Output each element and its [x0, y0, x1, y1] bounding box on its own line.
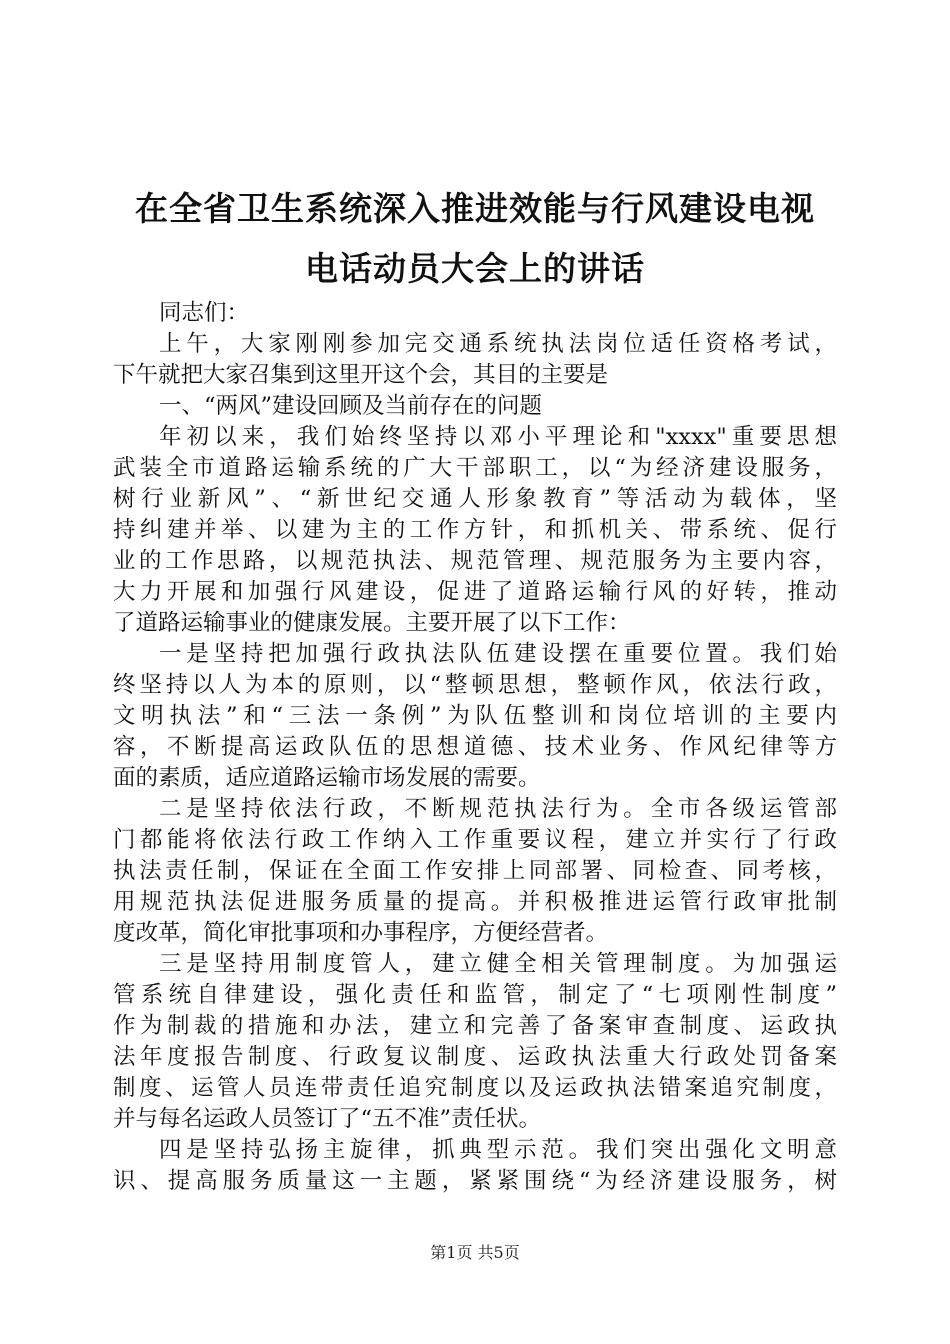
- document-title-line-1: 在全省卫生系统深入推进效能与行风建设电视: [135, 189, 815, 228]
- paragraph-line: 管系统自律建设，强化责任和监管，制定了“七项刚性制度”: [113, 982, 837, 1008]
- paragraph-line: 度改革，简化审批事项和办事程序，方便经营者。: [113, 920, 609, 946]
- paragraph-line: 一是坚持把加强行政执法队伍建设摆在重要位置。我们始: [159, 641, 837, 667]
- paragraph-line: 用规范执法促进服务质量的提高。并积极推进运管行政审批制: [113, 889, 837, 915]
- paragraph-line: 并与每名运政人员签订了“五不准”责任状。: [113, 1106, 542, 1132]
- paragraph-line: 二是坚持依法行政，不断规范执法行为。全市各级运管部: [159, 796, 837, 822]
- paragraph-line: 持纠建并举、以建为主的工作方针，和抓机关、带系统、促行: [113, 517, 837, 543]
- paragraph-line: 识、提高服务质量这一主题，紧紧围绕“为经济建设服务，树: [113, 1168, 837, 1194]
- paragraph-line: 法年度报告制度、行政复议制度、运政执法重大行政处罚备案: [113, 1044, 837, 1070]
- paragraph-line: 树行业新风”、“新世纪交通人形象教育”等活动为载体，坚: [113, 486, 837, 512]
- paragraph-line: 终坚持以人为本的原则，以“整顿思想，整顿作风，依法行政，: [113, 672, 837, 698]
- paragraph-line: 同志们：: [159, 300, 250, 326]
- paragraph-line: 执法责任制，保证在全面工作安排上同部署、同检查、同考核，: [113, 858, 837, 884]
- paragraph-line: 业的工作思路，以规范执法、规范管理、规范服务为主要内容，: [113, 548, 837, 574]
- paragraph-line: 一、“两风”建设回顾及当前存在的问题: [159, 393, 543, 419]
- document-title-line-2: 电话动员大会上的讲话: [305, 249, 645, 288]
- page-footer: 第1页 共5页: [430, 1243, 520, 1262]
- paragraph-line: 年初以来，我们始终坚持以邓小平理论和"xxxx"重要思想: [159, 424, 837, 450]
- paragraph-line: 大力开展和加强行风建设，促进了道路运输行风的好转，推动: [113, 579, 837, 605]
- paragraph-line: 了道路运输事业的健康发展。主要开展了以下工作：: [113, 610, 631, 636]
- paragraph-line: 制度、运管人员连带责任追究制度以及运政执法错案追究制度，: [113, 1075, 837, 1101]
- paragraph-line: 文明执法”和“三法一条例”为队伍整训和岗位培训的主要内: [113, 703, 837, 729]
- paragraph-line: 容，不断提高运政队伍的思想道德、技术业务、作风纪律等方: [113, 734, 837, 760]
- paragraph-line: 三是坚持用制度管人，建立健全相关管理制度。为加强运: [159, 951, 837, 977]
- paragraph-line: 上午，大家刚刚参加完交通系统执法岗位适任资格考试，: [159, 331, 837, 357]
- paragraph-line: 门都能将依法行政工作纳入工作重要议程，建立并实行了行政: [113, 827, 837, 853]
- document-body: [113, 298, 837, 1197]
- paragraph-line: 四是坚持弘扬主旋律，抓典型示范。我们突出强化文明意: [159, 1137, 837, 1163]
- paragraph-line: 武装全市道路运输系统的广大干部职工，以“为经济建设服务，: [113, 455, 837, 481]
- paragraph-line: 作为制裁的措施和办法，建立和完善了备案审查制度、运政执: [113, 1013, 837, 1039]
- paragraph-line: 下午就把大家召集到这里开这个会，其目的主要是: [113, 362, 609, 388]
- paragraph-line: 面的素质，适应道路运输市场发展的需要。: [113, 765, 541, 791]
